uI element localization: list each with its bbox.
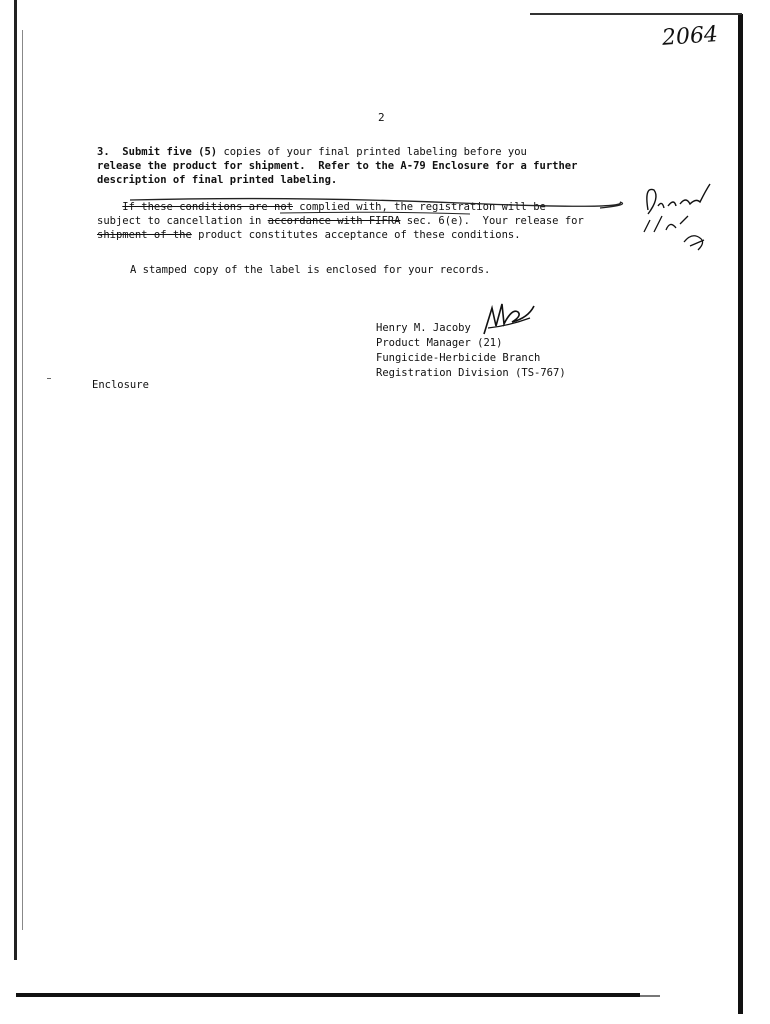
scan-edge-bottom-tail — [640, 995, 660, 997]
signature-block — [376, 321, 566, 381]
signer-name: Henry M. Jacoby — [376, 322, 471, 334]
scan-edge-right — [738, 14, 743, 1014]
struck-text: shipment of the — [97, 229, 192, 241]
line-text: release the product for shipment. Refer to the A-79 Enclosure for a further — [97, 160, 578, 172]
page-number: 2 — [378, 111, 385, 124]
signer-title: Product Manager (21) — [376, 337, 503, 349]
line-text: description of final printed labeling. — [97, 174, 338, 186]
item-number: 3. — [97, 146, 123, 158]
line-text: subject to cancellation in — [97, 215, 268, 227]
scan-edge-top — [530, 13, 742, 15]
line-text: copies of your final printed labeling before you — [217, 146, 527, 158]
line-text: complied with, the registration will be — [292, 201, 546, 213]
enclosure-label: Enclosure — [92, 379, 149, 391]
handwritten-approval-mark — [640, 180, 718, 254]
scan-edge-bottom — [16, 993, 640, 997]
submit-phrase: Submit five (5) — [122, 146, 218, 158]
signer-branch: Fungicide-Herbicide Branch — [376, 352, 541, 364]
scan-edge-left-inner — [22, 30, 23, 930]
paragraph-submit-labeling — [97, 145, 577, 187]
scan-edge-left — [14, 0, 17, 960]
margin-mark — [47, 378, 51, 379]
line-text: sec. 6(e). Your release for — [400, 215, 584, 227]
paragraph-stamped-copy: A stamped copy of the label is enclosed for your records. — [130, 264, 491, 276]
handwritten-strike-loop — [130, 196, 630, 218]
struck-text: accordance with FIFRA — [267, 215, 401, 227]
handwritten-page-code: 2064 — [661, 22, 719, 51]
struck-text: If these conditions are not — [122, 201, 293, 213]
signer-division: Registration Division (TS-767) — [376, 367, 566, 379]
line-text: product constitutes acceptance of these conditions. — [191, 229, 521, 241]
